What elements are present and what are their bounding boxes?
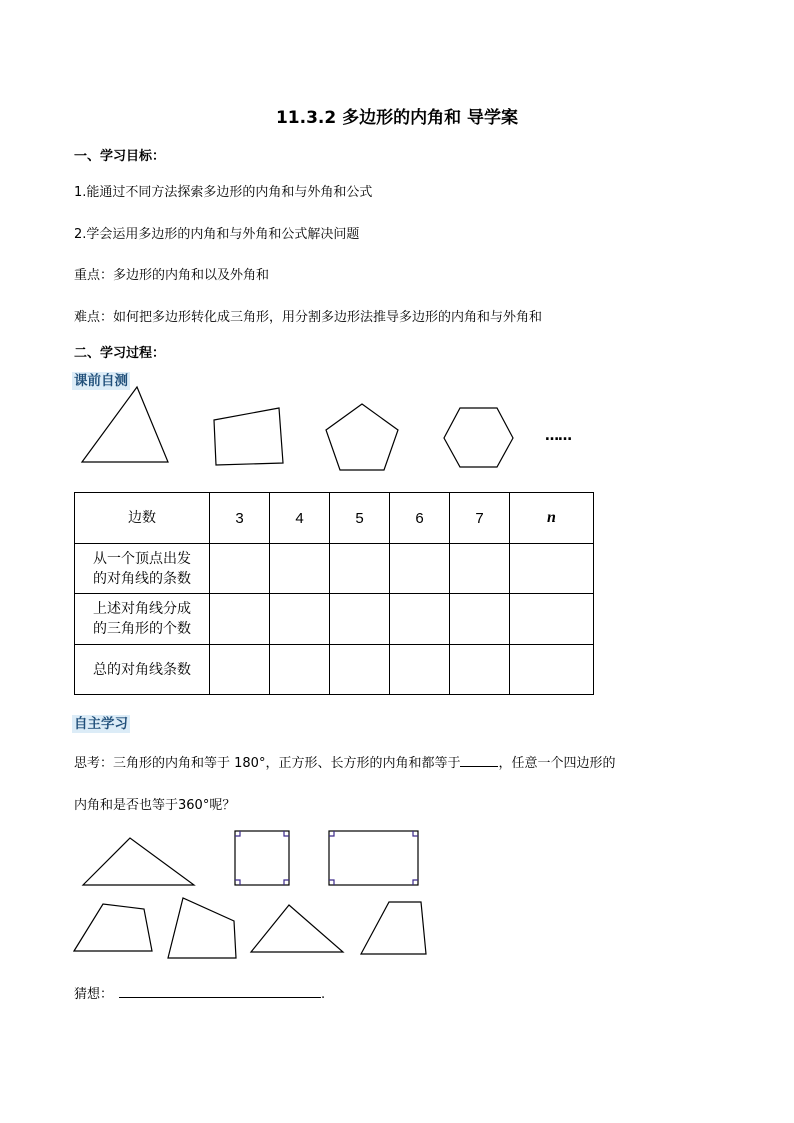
table-header-cell: 4 <box>270 493 330 544</box>
rectangle-figure <box>329 831 418 885</box>
guess-label: 猜想： <box>74 987 114 1002</box>
table-row-label <box>75 544 210 594</box>
answer-cell[interactable] <box>330 594 390 645</box>
answer-cell[interactable] <box>390 544 450 594</box>
section-heading-process: 二、学习过程： <box>74 346 166 361</box>
goal-2: 2.学会运用多边形的内角和与外角和公式解决问题 <box>74 227 360 242</box>
answer-blank[interactable] <box>460 766 498 767</box>
table-header-cell: n <box>510 493 594 544</box>
trapezoid-figure <box>361 902 426 954</box>
table-row-label <box>75 645 210 695</box>
answer-cell[interactable] <box>510 594 594 645</box>
section-heading-goals: 一、学习目标： <box>74 149 166 164</box>
table-row-label <box>75 594 210 645</box>
answer-cell[interactable] <box>270 594 330 645</box>
row-label-line: 上述对角线分成 <box>93 601 191 617</box>
answer-cell[interactable] <box>510 544 594 594</box>
think-text-part-2: ，任意一个四边形的 <box>498 756 616 771</box>
table-header-cell: 6 <box>390 493 450 544</box>
table-row <box>75 594 594 645</box>
row-label-line: 从一个顶点出发 <box>93 550 191 567</box>
ellipsis-more-shapes: …… <box>545 428 571 444</box>
quadrilateral-figure-c <box>251 905 343 952</box>
answer-cell[interactable] <box>210 544 270 594</box>
table-header-row <box>75 493 594 544</box>
answer-cell[interactable] <box>450 544 510 594</box>
selfstudy-tag: 自主学习 <box>74 716 128 732</box>
quadrilateral-figure-a <box>74 904 152 951</box>
think-question-line-2: 内角和是否也等于360°呢？ <box>74 798 236 813</box>
table-header-cell: 边数 <box>75 493 210 544</box>
answer-cell[interactable] <box>450 594 510 645</box>
answer-cell[interactable] <box>330 645 390 695</box>
hexagon-figure <box>444 408 513 467</box>
answer-cell[interactable] <box>390 594 450 645</box>
guess-line <box>74 983 325 1002</box>
quadrilateral-figure <box>214 408 283 465</box>
answer-cell[interactable] <box>210 594 270 645</box>
table-header-cell: 3 <box>210 493 270 544</box>
square-figure <box>235 831 289 885</box>
row-label-line: 总的对角线条数 <box>93 661 191 678</box>
pentagon-figure <box>326 404 398 470</box>
row-label-line: 的三角形的个数 <box>93 621 191 637</box>
right-angle-markers <box>235 831 418 885</box>
row-label-line: 的对角线的条数 <box>93 570 191 587</box>
diagonal-table <box>74 492 594 695</box>
table-row <box>75 544 594 594</box>
table-row <box>75 645 594 695</box>
answer-cell[interactable] <box>210 645 270 695</box>
guess-answer-blank[interactable] <box>119 997 321 998</box>
key-point: 重点：多边形的内角和以及外角和 <box>74 268 270 283</box>
right-triangle-figure <box>83 838 194 885</box>
goal-1: 1.能通过不同方法探索多边形的内角和与外角和公式 <box>74 185 373 200</box>
answer-cell[interactable] <box>450 645 510 695</box>
think-text-part-1: 思考：三角形的内角和等于 180°，正方形、长方形的内角和都等于 <box>74 756 461 771</box>
difficulty: 难点：如何把多边形转化成三角形，用分割多边形法推导多边形的内角和与外角和 <box>74 310 543 325</box>
answer-cell[interactable] <box>330 544 390 594</box>
answer-cell[interactable] <box>270 544 330 594</box>
guess-end: . <box>321 987 326 1002</box>
quadrilateral-figure-b <box>168 898 236 958</box>
answer-cell[interactable] <box>510 645 594 695</box>
table-header-cell: 5 <box>330 493 390 544</box>
answer-cell[interactable] <box>270 645 330 695</box>
triangle-figure <box>82 387 168 462</box>
page-title: 11.3.2 多边形的内角和 导学案 <box>275 108 519 128</box>
answer-cell[interactable] <box>390 645 450 695</box>
table-header-cell: 7 <box>450 493 510 544</box>
pretest-tag: 课前自测 <box>74 373 128 389</box>
think-question-line-1 <box>74 752 615 771</box>
